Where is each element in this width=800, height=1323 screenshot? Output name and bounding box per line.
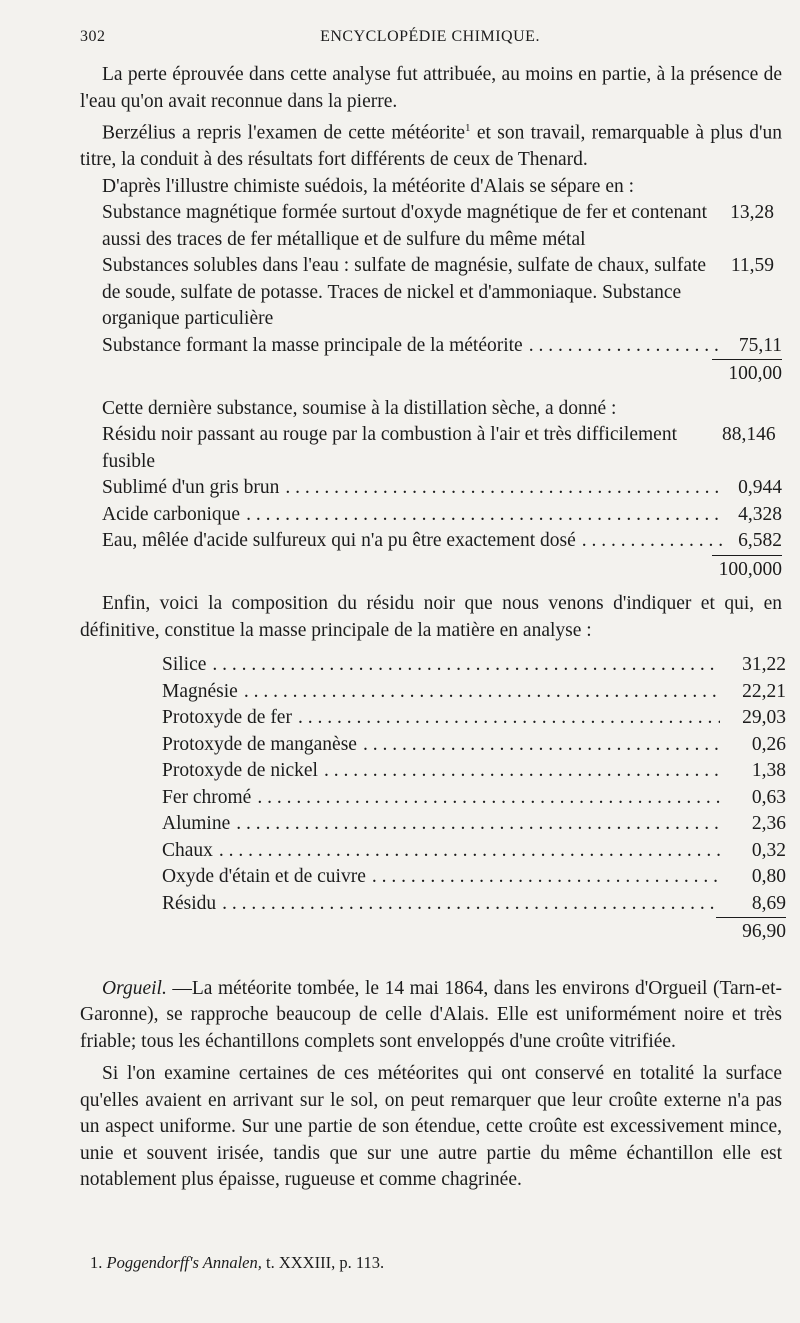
analysis1-total-value: 100,00: [712, 359, 782, 388]
leader-dots: [212, 652, 720, 679]
composition-row: [162, 811, 786, 838]
composition-row: [162, 705, 786, 732]
analysis1-total: [80, 359, 782, 388]
leader-dots: [222, 891, 720, 918]
analysis2-label: Sublimé d'un gris brun: [102, 477, 280, 498]
composition-row: [162, 652, 786, 679]
composition-label: Oxyde d'étain et de cuivre: [162, 866, 366, 887]
analysis2-row: [102, 475, 782, 502]
composition-label: Protoxyde de nickel: [162, 760, 318, 781]
composition-label: Magnésie: [162, 680, 238, 702]
analysis2-row: [102, 422, 782, 475]
composition-row: [162, 785, 786, 812]
composition-row: [162, 679, 786, 706]
composition-value: 0,63: [751, 786, 786, 808]
analysis1-label: Substance magnétique formée surtout d'oxyde magnétique de fer et contenant aussi des traces de fer métallique et de sulfure du même métal: [102, 202, 708, 250]
composition-value: 0,80: [751, 866, 786, 887]
berzelius-text: Berzélius a repris l'examen de cette météorite: [102, 122, 466, 144]
analysis1-label: Substances solubles dans l'eau : sulfate de magnésie, sulfate de chaux, sulfate de soude, sulfate de potasse. Traces de nickel et d'ammoniaque. Substance organique particulière: [102, 255, 707, 329]
composition-value: 31,22: [742, 654, 786, 675]
composition-intro: Enfin, voici la composition du résidu noir que nous venons d'indiquer et qui, en définitive, constitue la masse principale de la matière en analyse :: [80, 593, 782, 641]
composition-row: [162, 891, 786, 918]
composition-value: 8,69: [751, 892, 786, 914]
analysis2-total-value: 100,000: [712, 555, 782, 584]
leader-dots: [246, 502, 724, 529]
composition-row: [162, 758, 786, 785]
analysis1-row: [102, 333, 782, 360]
composition-value: 0,26: [751, 733, 786, 755]
analysis1-label: Substance formant la masse principale de la météorite: [102, 334, 523, 356]
composition-row: [162, 732, 786, 759]
leader-dots: [219, 838, 720, 865]
analysis1-value: 13,28: [730, 202, 774, 223]
page-number: 302: [80, 28, 106, 45]
running-header: [80, 28, 780, 56]
orgueil-paragraph-2: Si l'on examine certaines de ces météorites qui ont conservé en totalité la surface qu'elles avaient en arrivant sur le sol, on peut remarquer que leur croûte externe n'a pas un aspect uniforme. Sur une partie de son étendue, cette croûte est excessivement mince, unie et souvent irisée, tandis que sur une autre partie du même échantillon elle est notablement plus épaisse, rugueuse et comme chagrinée.: [80, 1063, 782, 1190]
analysis2-value: 4,328: [738, 503, 782, 525]
analysis1-value: 11,59: [730, 255, 774, 276]
composition-total-value: 96,90: [716, 917, 786, 946]
analysis1-value: 75,11: [738, 334, 782, 356]
leader-dots: [324, 758, 720, 785]
composition-label: Fer chromé: [162, 786, 252, 808]
leader-dots: [372, 864, 720, 891]
composition-value: 2,36: [751, 813, 786, 834]
composition-label: Protoxyde de manganèse: [162, 733, 357, 755]
leader-dots: [582, 528, 724, 555]
composition-label: Protoxyde de fer: [162, 707, 292, 728]
analysis2-label: Résidu noir passant au rouge par la combustion à l'air et très difficilement fusible: [102, 424, 677, 472]
orgueil-paragraph: [80, 976, 782, 1056]
composition-table: [162, 652, 786, 946]
composition-value: 29,03: [742, 707, 786, 728]
analysis2-value: 88,146: [722, 424, 776, 445]
intro-paragraph-3: D'après l'illustre chimiste suédois, la météorite d'Alais se sépare en :: [102, 175, 635, 197]
composition-label: Alumine: [162, 813, 231, 834]
composition-value: 0,32: [751, 839, 786, 861]
analysis2-label: Acide carbonique: [102, 503, 241, 525]
analysis1-row: [102, 200, 782, 253]
leader-dots: [298, 705, 720, 732]
leader-dots: [529, 333, 724, 360]
composition-row: [162, 864, 786, 891]
leader-dots: [244, 679, 720, 706]
analysis2-value: 0,944: [738, 477, 782, 498]
composition-label: Résidu: [162, 892, 217, 914]
intro-paragraph-1: La perte éprouvée dans cette analyse fut attribuée, au moins en partie, à la présence de l'eau qu'on avait reconnue dans la pierre.: [80, 64, 782, 112]
footnote-number: 1.: [90, 1253, 103, 1272]
footnote-ref: 1: [465, 122, 471, 134]
footnote-source: Poggendorff's Annalen,: [106, 1253, 262, 1272]
running-title: ENCYCLOPÉDIE CHIMIQUE.: [320, 28, 540, 45]
analysis2-label: Eau, mêlée d'acide sulfureux qui n'a pu être exactement dosé: [102, 530, 576, 551]
composition-label: Chaux: [162, 839, 213, 861]
analysis2-value: 6,582: [738, 530, 782, 551]
composition-value: 22,21: [742, 680, 786, 702]
analysis2-total: [80, 555, 782, 584]
footnote: [90, 1253, 384, 1273]
leader-dots: [285, 475, 724, 502]
intro-paragraph-2: [80, 115, 782, 174]
analysis2-row: [102, 528, 782, 555]
leader-dots: [363, 732, 720, 759]
analysis1-row: [102, 253, 782, 333]
page-body: [80, 62, 786, 1194]
orgueil-heading: Orgueil.: [102, 977, 167, 999]
leader-dots: [236, 811, 720, 838]
leader-dots: [257, 785, 720, 812]
composition-row: [162, 838, 786, 865]
berzelius-text-cont: et son travail, remarquable à plus d'un titre, la conduit à des résultats fort différents de ceux de Thenard.: [80, 122, 782, 170]
composition-label: Silice: [162, 654, 207, 675]
orgueil-text: —La météorite tombée, le 14 mai 1864, dans les environs d'Orgueil (Tarn-et-Garonne), se rapproche beaucoup de celle d'Alais. Elle est uniformément noire et très friable; tous les échantillons complets sont enveloppés d'une croûte vitrifiée.: [80, 977, 782, 1052]
composition-total: [162, 917, 786, 946]
composition-value: 1,38: [751, 760, 786, 781]
footnote-rest: t. XXXIII, p. 113.: [261, 1253, 385, 1272]
distillation-intro: Cette dernière substance, soumise à la distillation sèche, a donné :: [102, 397, 617, 419]
analysis2-row: [102, 502, 782, 529]
